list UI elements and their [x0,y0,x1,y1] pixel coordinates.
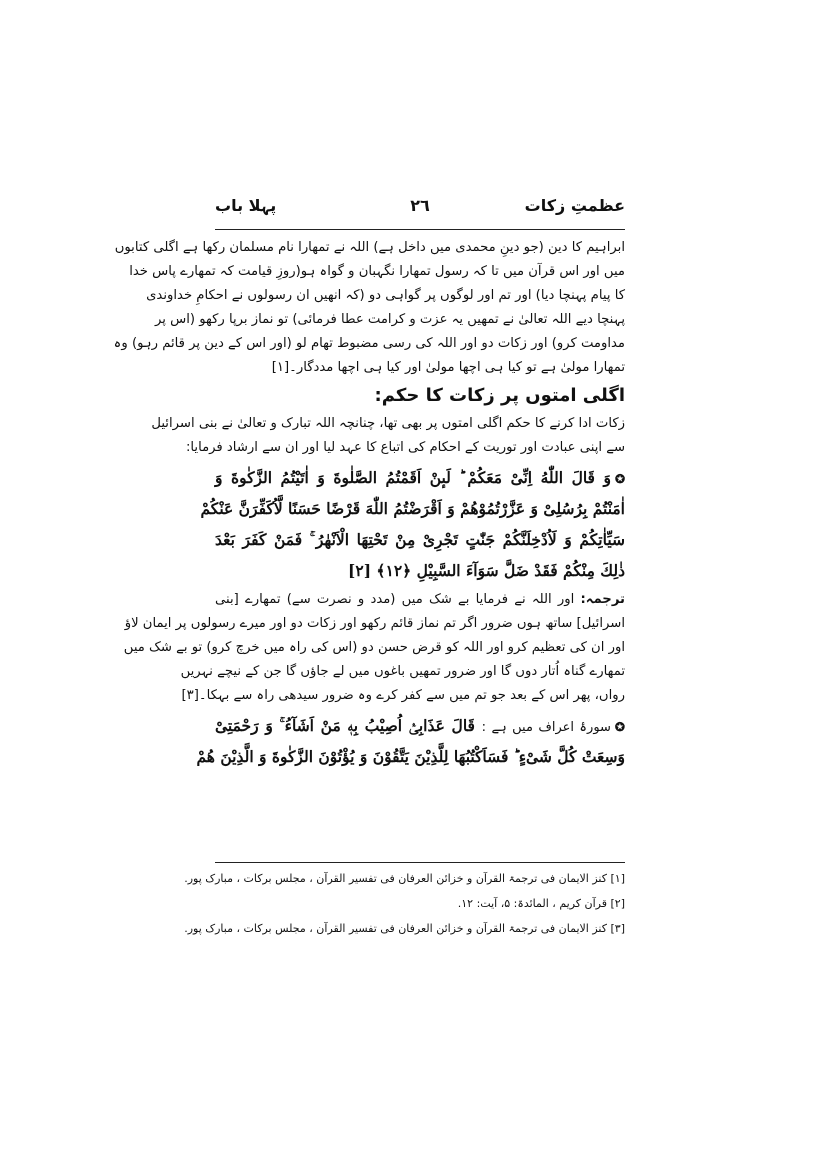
footnote-divider [215,862,625,863]
text-line: کا پیام پہنچا دیا) اور تم اور لوگوں پر گواہی دو (کہ انھیں ان رسولوں نے احکامِ خداوندی [146,288,625,303]
page-number: ۲٦ [410,196,430,215]
verse-text: قَالَ عَذَابِیْۤ اُصِیْبُ بِهٖ مَنْ اَشَآءُ ۚ وَ رَحْمَتِیْ [215,716,475,735]
section-heading: اگلی امتوں پر زکات کا حکم: [374,385,625,406]
translation-line: اسرائیل] ساتھ ہوں ضرور اگر تم نماز قائم رکھو اور زکات دو اور میرے رسولوں پر ایمان لاؤ [124,616,625,631]
paragraph-1 [113,236,625,380]
verse-text: وَ قَالَ اللّٰهُ اِنِّیْ مَعَكُمْ ؕ لَىٕنْ اَقَمْتُمُ الصَّلٰوةَ وَ اٰتَیْتُمُ الزَّكٰوةَ وَ [215,468,611,487]
translation-line: رواں، پھر اس کے بعد جو تم میں سے کفر کرے وہ ضرور سیدھی راہ سے بہکا۔[۳] [181,688,625,703]
translation-text: اور اللہ نے فرمایا بے شک میں (مدد و نصرت سے) تمھارے [بنی [215,592,575,607]
chapter-title: پہلا باب [215,196,277,215]
text-line: مداومت کرو) اور زکات دو اور اللہ کی رسی مضبوط تھام لو (اور اس کے دین پر قائم رہو) وہ [113,336,625,351]
verse-line [215,462,625,493]
book-title: عظمتِ زکات [524,196,625,215]
text-line: زکات ادا کرنے کا حکم اگلی امتوں پر بھی تھا، چنانچہ اللہ تبارک و تعالیٰ نے بنی اسرائیل [151,416,625,431]
verse-line: سَیِّاٰتِكُمْ وَ لَاُدْخِلَنَّكُمْ جَنّٰتٍ تَجْرِیْ مِنْ تَحْتِهَا الْاَنْهٰرُ ۚ فَمَنْ كَفَرَ بَعْدَ [215,530,625,549]
translation-line: اور ان کی تعظیم کرو اور اللہ کو قرض حسن دو (اس کی راہ میں خرچ کرو) تو بے شک میں [123,640,625,655]
page-header [215,196,625,226]
surah-intro: سورۂ اعراف میں ہے : [481,720,611,735]
paragraph-2 [151,412,625,460]
verse-line [215,710,625,741]
footnote: [۳] کنز الایمان فی ترجمۃ القرآن و خزائن العرفان فی تفسیر القرآن ، مجلس برکات ، مبارک پور. [184,922,625,935]
text-line: میں اور اس قرآن میں تا کہ رسول تمھارا نگہبان و گواہ ہو(روزِ قیامت کہ تمھارے پاس خدا [129,264,625,279]
translation-line [215,588,625,612]
verse-line: اٰمَنْتُمْ بِرُسُلِیْ وَ عَزَّرْتُمُوْهُمْ وَ اَقْرَضْتُمُ اللّٰهَ قَرْضًا حَسَنًا لَّاُكَفِّرَنَّ عَنْكُمْ [200,499,625,518]
footnotes [184,866,625,941]
text-line: ابراہیم کا دین (جو دینِ محمدی میں داخل ہے) اللہ نے تمھارا نام مسلمان رکھا ہے اگلی کتابوں [114,240,625,255]
text-line: پہنچا دیے اللہ تعالیٰ نے تمھیں یہ عزت و کرامت عطا فرمائی) تو نماز برپا رکھو (اس پر [155,312,625,327]
main-text [113,236,625,774]
verse-line: ذٰلِكَ مِنْكُمْ فَقَدْ ضَلَّ سَوَآءَ السَّبِیْلِ ﴿۱۲﴾ [۲] [348,561,625,580]
text-line: تمھارا مولیٰ ہے تو کیا ہی اچھا مولیٰ اور کیا ہی اچھا مددگار۔[۱] [271,360,625,375]
verse-bullet-icon: ✪ [614,720,625,734]
translation-label: ترجمہ: [580,592,625,607]
translation-line: تمھارے گناہ اُتار دوں گا اور ضرور تمھیں باغوں میں لے جاؤں گا جن کے نیچے نہریں [180,664,625,679]
text-line: سے اپنی عبادت اور توریت کے احکام کی اتباع کا عہد لیا اور ان سے ارشاد فرمایا: [185,440,625,455]
verse-line: وَسِعَتْ كُلَّ شَیْءٍ ؕ فَسَاَكْتُبُهَا لِلَّذِیْنَ یَتَّقُوْنَ وَ یُؤْتُوْنَ الزَّكٰوةَ وَ الَّذِیْنَ هُمْ [196,747,625,766]
quran-verse-araf [196,710,625,772]
verse-bullet-icon: ✪ [614,472,625,486]
footnote: [۲] قرآن کریم ، المائدۃ: ۵، آیت: ۱۲. [457,897,625,910]
quran-verse-maidah [200,462,625,586]
footnote: [۱] کنز الایمان فی ترجمۃ القرآن و خزائن العرفان فی تفسیر القرآن ، مجلس برکات ، مبارک پور. [184,872,625,885]
header-divider [215,229,625,230]
translation [123,588,625,708]
